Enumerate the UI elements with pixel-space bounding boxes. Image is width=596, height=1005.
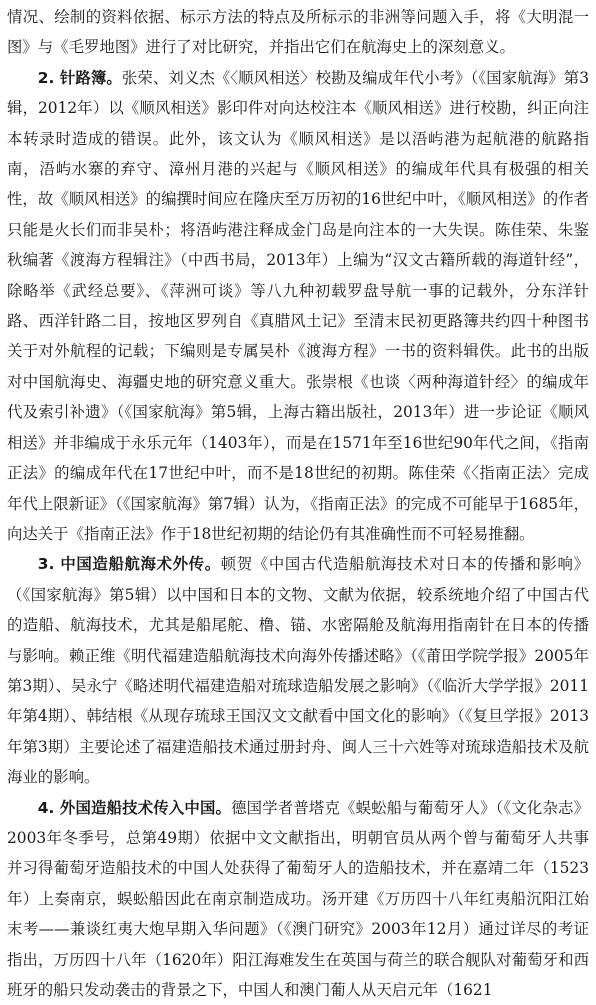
paragraph-continuation [7, 2, 589, 63]
section-heading: 4. 外国造船技术传入中国。 [37, 798, 232, 817]
section-heading: 2. 针路簿。 [37, 68, 122, 87]
section-shipbuilding-outward [7, 549, 589, 792]
document-page [7, 2, 589, 1005]
section-shipbuilding-inward [7, 793, 589, 1005]
section-heading: 3. 中国造船航海术外传。 [37, 555, 221, 574]
paragraph-text: 张荣、刘义杰《〈顺风相送〉校勘及编成年代小考》（《国家航海》第3辑，2012年）以《顺风相送》影印件对向达校注本《顺风相送》进行校勘，纠正向注本转录时造成的错误。此外，该文认为《顺风相送》是以浯屿港为起航港的航路指南，浯屿水寨的弃守、漳州月港的兴起与《顺风相送》的编成年代具有极强的相关性，故《顺风相送》的编撰时间应在隆庆至万历初的16世纪中叶，《顺风相送》的作者只能是火长们而非吴朴；将浯屿港注释成金门岛是向注本的一大失误。陈佳荣、朱鉴秋编著《渡海方程辑注》（中西书局，2013年）上编为“汉文古籍所载的海道针经”，除略举《武经总要》、《萍洲可谈》等八九种初载罗盘导航一事的记载外，分东洋针路、西洋针路二目，按地区罗列自《真腊风土记》至清末民初更路簿共约四十种图书关于对外航程的记载；下编则是专属吴朴《渡海方程》一书的资料辑佚。此书的出版对中国航海史、海疆史地的研究意义重大。张崇根《也谈〈两种海道针经〉的编成年代及索引补遗》（《国家航海》第5辑，上海古籍出版社，2013年）进一步论证《顺风相送》并非编成于永乐元年（1403年），而是在1571年至16世纪90年代之间，《指南正法》的编成年代在17世纪中叶，而不是18世纪的初期。陈佳荣《〈指南正法〉完成年代上限新证》（《国家航海》第7辑）认为，《指南正法》的完成不可能早于1685年，向达关于《指南正法》作于18世纪初期的结论仍有其准确性而不可轻易推翻。 [7, 68, 589, 543]
paragraph-text: 德国学者普塔克《蜈蚣船与葡萄牙人》（《文化杂志》2003年冬季号，总第49期）依据中文文献指出，明朝官员从两个曾与葡萄牙人共事并习得葡萄牙造船技术的中国人处获得了葡萄牙人的造船技术，并在嘉靖二年（1523年）上奏南京，蜈蚣船因此在南京制造成功。汤开建《万历四十八年红夷船沉阳江始末考——兼谈红夷大炮早期入华问题》（《澳门研究》2003年12月）通过详尽的考证指出，万历四十八年（1620年）阳江海难发生在英国与荷兰的联合舰队对葡萄牙和西班牙的船只发动袭击的背景之下，中国人和澳门葡人从天启元年（1621 [7, 798, 589, 999]
section-navigation-books [7, 63, 589, 550]
paragraph-text: 顿贺《中国古代造船航海技术对日本的传播和影响》（《国家航海》第5辑）以中国和日本的文物、文献为依据，较系统地介绍了中国古代的造船、航海技术，尤其是船尾舵、橹、锚、水密隔舱及航海用指南针在日本的传播与影响。赖正维《明代福建造船航海技术向海外传播述略》（《莆田学院学报》2005年第3期）、吴永宁《略述明代福建造船对琉球造船发展之影响》（《临沂大学学报》2011年第4期）、韩结根《从现存琉球王国汉文文献看中国文化的影响》（《复旦学报》2013年第3期）主要论述了福建造船技术通过册封舟、闽人三十六姓等对琉球造船技术及航海业的影响。 [7, 555, 589, 787]
paragraph-text: 情况、绘制的资料依据、标示方法的特点及所标示的非洲等问题入手，将《大明混一图》与《毛罗地图》进行了对比研究，并指出它们在航海史上的深刻意义。 [7, 8, 589, 57]
